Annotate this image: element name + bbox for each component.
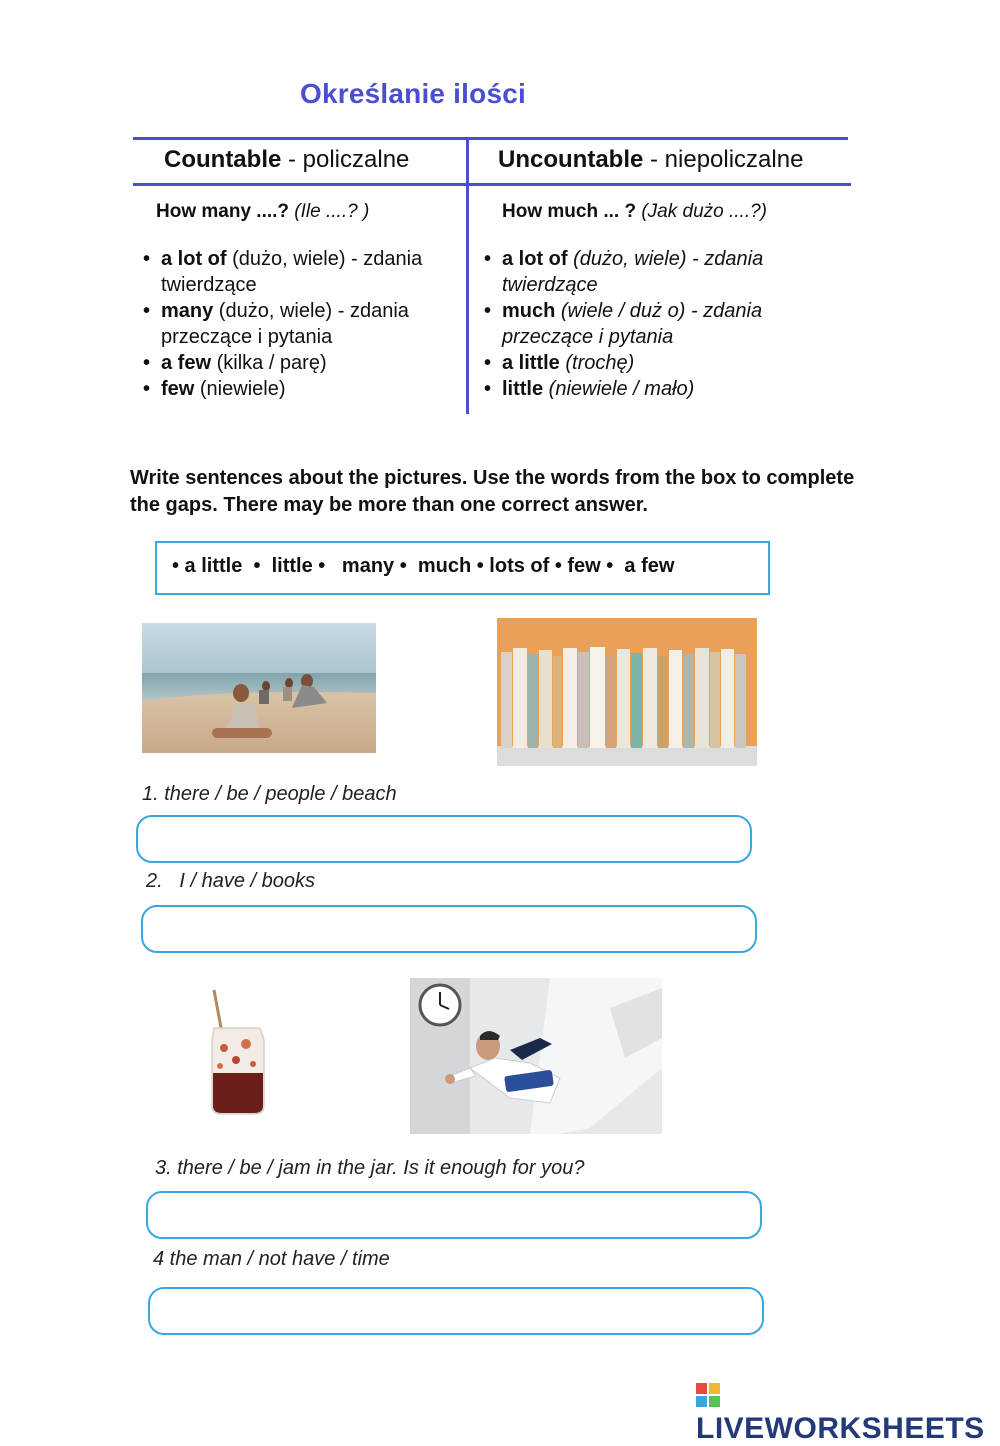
list-item: • many (dużo, wiele) - zdania przeczące i pytania xyxy=(143,300,409,348)
list-item: • much (wiele / duż o) - zdania przeczące i pytania xyxy=(484,300,763,348)
table-column-divider xyxy=(466,139,469,414)
exercise-4-prompt: 4 the man / not have / time xyxy=(153,1248,390,1270)
exercise-1-prompt: 1. there / be / people / beach xyxy=(142,783,397,805)
running-man-clock-photo xyxy=(410,978,662,1134)
table-top-rule xyxy=(133,137,848,140)
list-item: • few (niewiele) xyxy=(143,378,286,400)
exercise-1-answer-input[interactable] xyxy=(136,815,752,863)
liveworksheets-logo-icon xyxy=(696,1381,720,1405)
jam-jar-photo xyxy=(198,988,278,1118)
page-title: Określanie ilości xyxy=(300,78,526,109)
table-header-rule xyxy=(133,183,851,186)
exercise-2-answer-input[interactable] xyxy=(141,905,757,953)
exercise-4-answer-input[interactable] xyxy=(148,1287,764,1335)
list-item: • little (niewiele / mało) xyxy=(484,378,695,400)
exercise-3-prompt: 3. there / be / jam in the jar. Is it enough for you? xyxy=(155,1157,585,1179)
word-box-words: • a little • little • many • much • lots of • few • a few xyxy=(172,555,675,577)
countable-question: How many ....? (Ile ....? ) xyxy=(156,201,370,222)
list-item: • a little (trochę) xyxy=(484,352,635,374)
uncountable-rules xyxy=(484,246,802,402)
beach-people-photo xyxy=(142,623,376,753)
books-photo xyxy=(497,618,757,766)
liveworksheets-logo[interactable] xyxy=(696,1378,1000,1446)
countable-rules xyxy=(143,246,456,402)
list-item: • a few (kilka / parę) xyxy=(143,352,327,374)
countable-header: Countable - policzalne xyxy=(164,146,410,173)
exercise-3-answer-input[interactable] xyxy=(146,1191,762,1239)
list-item: • a lot of (dużo, wiele) - zdania twierdzące xyxy=(143,248,423,296)
logo-text: LIVEWORKSHEETS xyxy=(696,1412,985,1445)
list-item: • a lot of (dużo, wiele) - zdania twierdzące xyxy=(484,248,764,296)
instructions: Write sentences about the pictures. Use the words from the box to complete the gaps. There may be more than one correct answer. xyxy=(130,467,855,516)
uncountable-question: How much ... ? (Jak dużo ....?) xyxy=(502,201,768,222)
exercise-2-prompt: 2. I / have / books xyxy=(146,870,315,892)
uncountable-header: Uncountable - niepoliczalne xyxy=(498,146,804,173)
